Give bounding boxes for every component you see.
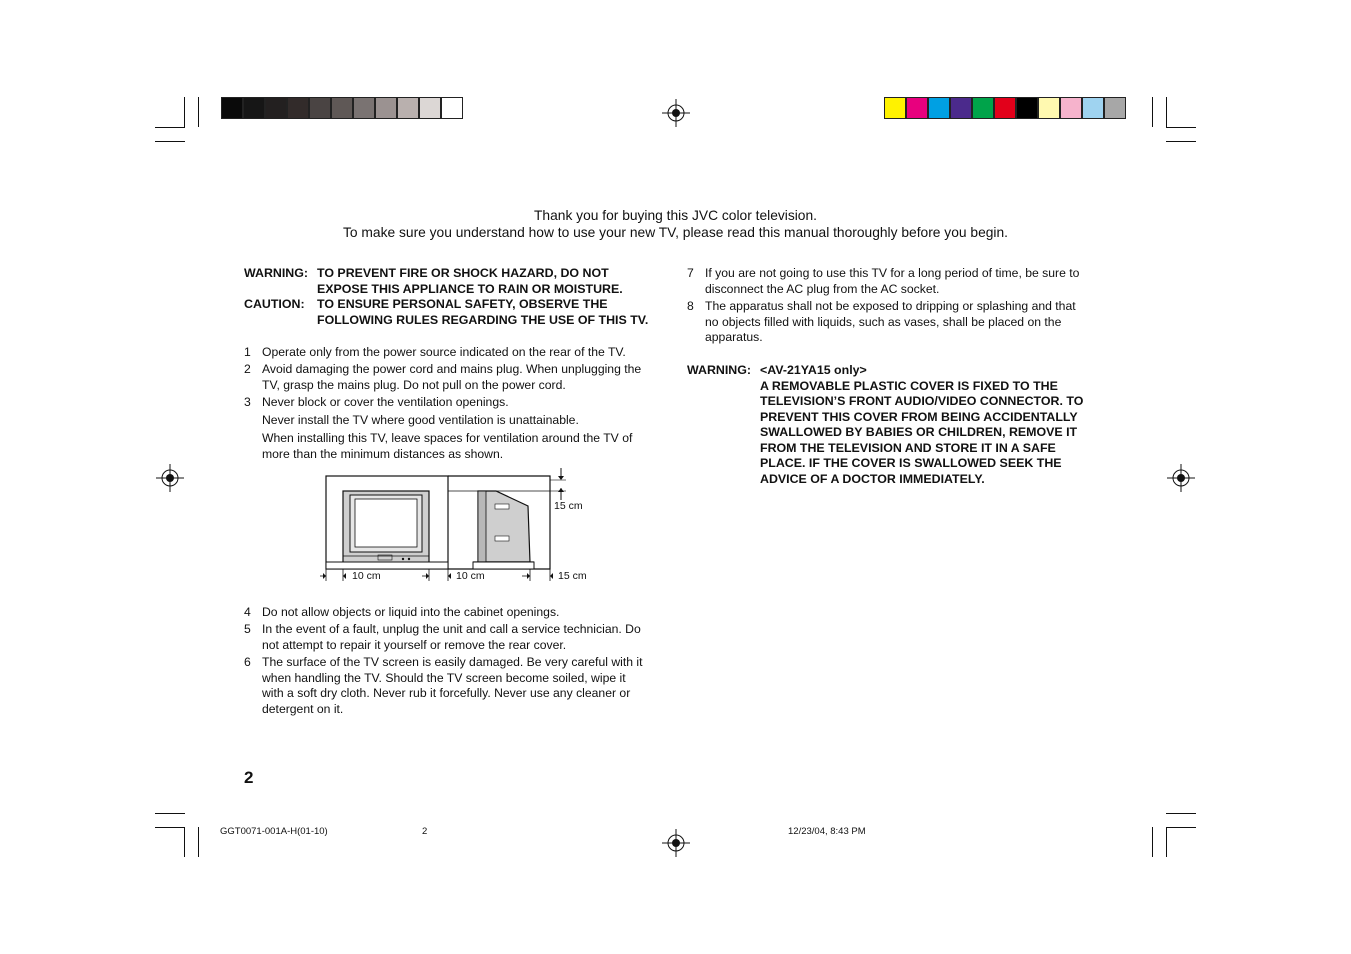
item-text: Do not allow objects or liquid into the cabinet openings. [262,605,560,619]
caution-label: CAUTION: [244,297,305,311]
item-number: 1 [244,345,251,359]
item-number: 3 [244,395,251,409]
gray-swatch [221,97,243,119]
warning-caution-block [244,266,684,330]
footer-timestamp: 12/23/04, 8:43 PM [788,826,866,837]
gray-swatch [243,97,265,119]
gray-swatch [331,97,353,119]
color-swatch [1038,97,1060,119]
item-text: In the event of a fault, unplug the unit and call a service technician. Do not attempt to repair it yourself or remove the rear cover. [262,622,641,652]
color-swatch [1060,97,1082,119]
footer-page: 2 [422,826,428,837]
item-text: Avoid damaging the power cord and mains plug. When unplugging the TV, grasp the mains plug. Do not pull on the power cord. [262,362,642,392]
gray-swatch [265,97,287,119]
gray-swatch [397,97,419,119]
color-swatch [884,97,906,119]
item-number: 2 [244,362,251,376]
item-number: 7 [687,266,694,280]
page-number: 2 [244,768,254,787]
caution-text: TO ENSURE PERSONAL SAFETY, OBSERVE THE FOLLOWING RULES REGARDING THE USE OF THIS TV. [317,297,649,327]
item-text: Never install the TV where good ventilation is unattainable. [262,413,579,427]
color-swatch [950,97,972,119]
color-swatch [906,97,928,119]
gray-swatch [353,97,375,119]
clearance-label-mid: 10 cm [456,570,485,582]
rules-list-b [244,605,674,720]
color-swatch [994,97,1016,119]
color-swatch [1082,97,1104,119]
item-text: The surface of the TV screen is easily damaged. Be very careful with it when handling the TV. Should the TV screen become soiled, wipe it with a soft dry cloth. Never rub it forcefully. Never use any cleaner or detergent on it. [262,655,643,716]
intro-line-1: Thank you for buying this JVC color television. [534,208,817,223]
item-text: The apparatus shall not be exposed to dripping or splashing and that no objects filled with liquids, such as vases, shall be placed on the apparatus. [705,299,1076,345]
ventilation-clearance-diagram [318,466,598,586]
item-number: 5 [244,622,251,636]
item-text: Never block or cover the ventilation openings. [262,395,509,409]
clearance-label-right: 15 cm [558,570,587,582]
registration-mark-right [1167,464,1195,492]
item-text: Operate only from the power source indicated on the rear of the TV. [262,345,626,359]
model-note: <AV-21YA15 only> [760,363,867,377]
item-number: 4 [244,605,251,619]
color-swatch [928,97,950,119]
clearance-label-left: 10 cm [352,570,381,582]
registration-mark-left [156,464,184,492]
clearance-label-top: 15 cm [554,500,583,512]
gray-swatch [441,97,463,119]
rules-list-a [244,345,674,465]
color-swatch [1016,97,1038,119]
registration-mark-bottom [662,829,690,857]
registration-mark-top [662,99,690,127]
warning-text: TO PREVENT FIRE OR SHOCK HAZARD, DO NOT EXPOSE THIS APPLIANCE TO RAIN OR MOISTURE. [317,266,623,296]
color-swatch [972,97,994,119]
swallow-warning-block [687,363,1117,488]
rules-list-c [687,266,1112,346]
gray-swatch [309,97,331,119]
item-text: When installing this TV, leave spaces for ventilation around the TV of more than the minimum distances as shown. [262,431,633,461]
intro-line-2: To make sure you understand how to use your new TV, please read this manual thoroughly before you begin. [343,225,1008,240]
item-number: 6 [244,655,251,669]
item-number: 8 [687,299,694,313]
swallow-warning-text: A REMOVABLE PLASTIC COVER IS FIXED TO THE TELEVISION’S FRONT AUDIO/VIDEO CONNECTOR. TO PREVENT THIS COVER FROM BEING ACCIDENTALLY SWALLOWED BY BABIES OR CHILDREN, REMOVE IT FROM THE TELEVISION AND STORE IT IN A SAFE PLACE. IF THE COVER IS SWALLOWED SEEK THE ADVICE OF A DOCTOR IMMEDIATELY. [760,378,1084,486]
item-text: If you are not going to use this TV for a long period of time, be sure to disconnect the AC plug from the AC socket. [705,266,1080,296]
gray-swatch [419,97,441,119]
warning-label: WARNING: [687,363,752,377]
gray-swatch [287,97,309,119]
footer-doc-code: GGT0071-001A-H(01-10) [220,826,328,837]
gray-swatch [375,97,397,119]
color-swatch [1104,97,1126,119]
warning-label: WARNING: [244,266,309,280]
